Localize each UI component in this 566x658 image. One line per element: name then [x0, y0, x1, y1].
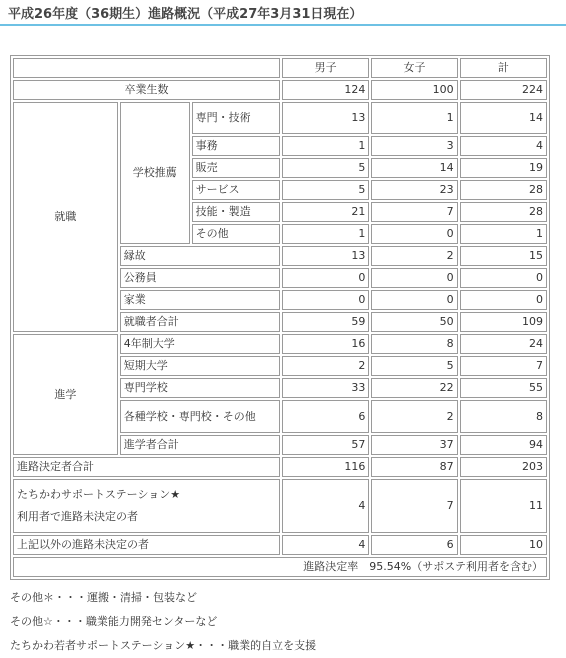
male-value: 6 — [282, 400, 369, 433]
total-value: 1 — [460, 224, 547, 244]
male-value: 1 — [282, 224, 369, 244]
header-female: 女子 — [371, 58, 457, 78]
female-value: 2 — [371, 400, 457, 433]
graduates-female: 100 — [371, 80, 457, 100]
row-label: 短期大学 — [120, 356, 280, 376]
male-value: 57 — [282, 435, 369, 455]
male-value: 16 — [282, 334, 369, 354]
male-value: 0 — [282, 268, 369, 288]
graduates-male: 124 — [282, 80, 369, 100]
female-value: 7 — [371, 479, 457, 533]
total-value: 15 — [460, 246, 547, 266]
female-value: 1 — [371, 102, 457, 134]
female-value: 37 — [371, 435, 457, 455]
employment-label: 就職 — [13, 102, 118, 332]
total-value: 10 — [460, 535, 547, 555]
total-value: 94 — [460, 435, 547, 455]
row-label: その他 — [192, 224, 280, 244]
support-station-line2: 利用者で進路未決定の者 — [17, 510, 138, 523]
row-label: 就職者合計 — [120, 312, 280, 332]
row-label: 家業 — [120, 290, 280, 310]
decided-total-row — [13, 457, 547, 477]
decision-rate: 進路決定率 95.54%（サポステ利用者を含む） — [13, 557, 547, 577]
female-value: 3 — [371, 136, 457, 156]
row-label: 4年制大学 — [120, 334, 280, 354]
total-value: 4 — [460, 136, 547, 156]
row-label: 進路決定者合計 — [13, 457, 280, 477]
male-value: 59 — [282, 312, 369, 332]
male-value: 33 — [282, 378, 369, 398]
row-label: 専門学校 — [120, 378, 280, 398]
footnote: たちかわ若者サポートステーション★・・・職業的自立を支援 — [10, 639, 317, 652]
row-label: 技能・製造 — [192, 202, 280, 222]
male-value: 5 — [282, 158, 369, 178]
school-recommendation-label: 学校推薦 — [120, 102, 190, 244]
male-value: 5 — [282, 180, 369, 200]
row-label: 縁故 — [120, 246, 280, 266]
female-value: 14 — [371, 158, 457, 178]
female-value: 0 — [371, 290, 457, 310]
header-blank-cell — [13, 58, 280, 78]
male-value: 13 — [282, 102, 369, 134]
female-value: 0 — [371, 268, 457, 288]
row-label: 進学者合計 — [120, 435, 280, 455]
male-value: 4 — [282, 479, 369, 533]
row-label: サービス — [192, 180, 280, 200]
support-station-line1: たちかわサポートステーション★ — [17, 488, 181, 501]
footnote: その他＊・・・運搬・清掃・包装など — [10, 591, 197, 604]
graduates-total: 224 — [460, 80, 547, 100]
total-value: 55 — [460, 378, 547, 398]
female-value: 8 — [371, 334, 457, 354]
total-value: 24 — [460, 334, 547, 354]
male-value: 13 — [282, 246, 369, 266]
row-label: 販売 — [192, 158, 280, 178]
female-value: 5 — [371, 356, 457, 376]
male-value: 1 — [282, 136, 369, 156]
support-station-row — [13, 479, 547, 533]
decision-rate-row — [13, 557, 547, 577]
undecided-other-row — [13, 535, 547, 555]
total-value: 28 — [460, 202, 547, 222]
further-education-label: 進学 — [13, 334, 118, 455]
male-value: 21 — [282, 202, 369, 222]
row-label: 各種学校・専門校・その他 — [120, 400, 280, 433]
row-label: 公務員 — [120, 268, 280, 288]
graduates-row — [13, 80, 547, 100]
row-label: 専門・技術 — [192, 102, 280, 134]
female-value: 87 — [371, 457, 457, 477]
female-value: 22 — [371, 378, 457, 398]
male-value: 2 — [282, 356, 369, 376]
header-male: 男子 — [282, 58, 369, 78]
row-label: 上記以外の進路未決定の者 — [13, 535, 280, 555]
female-value: 50 — [371, 312, 457, 332]
footnote: その他☆・・・職業能力開発センターなど — [10, 615, 218, 628]
female-value: 7 — [371, 202, 457, 222]
female-value: 23 — [371, 180, 457, 200]
total-value: 0 — [460, 290, 547, 310]
female-value: 0 — [371, 224, 457, 244]
row-label: 事務 — [192, 136, 280, 156]
header-total: 計 — [460, 58, 547, 78]
support-station-label — [13, 479, 280, 533]
total-value: 0 — [460, 268, 547, 288]
page-title: 平成26年度（36期生）進路概況（平成27年3月31日現在） — [8, 7, 363, 22]
graduates-label: 卒業生数 — [13, 80, 280, 100]
total-value: 14 — [460, 102, 547, 134]
career-status-table — [10, 55, 550, 580]
total-value: 109 — [460, 312, 547, 332]
male-value: 116 — [282, 457, 369, 477]
male-value: 4 — [282, 535, 369, 555]
title-underline — [0, 24, 566, 26]
total-value: 11 — [460, 479, 547, 533]
total-value: 19 — [460, 158, 547, 178]
total-value: 8 — [460, 400, 547, 433]
table-row — [13, 334, 547, 354]
female-value: 2 — [371, 246, 457, 266]
table-row — [13, 102, 547, 134]
footnotes — [10, 586, 550, 658]
total-value: 7 — [460, 356, 547, 376]
male-value: 0 — [282, 290, 369, 310]
total-value: 203 — [460, 457, 547, 477]
female-value: 6 — [371, 535, 457, 555]
total-value: 28 — [460, 180, 547, 200]
header-row — [13, 58, 547, 78]
